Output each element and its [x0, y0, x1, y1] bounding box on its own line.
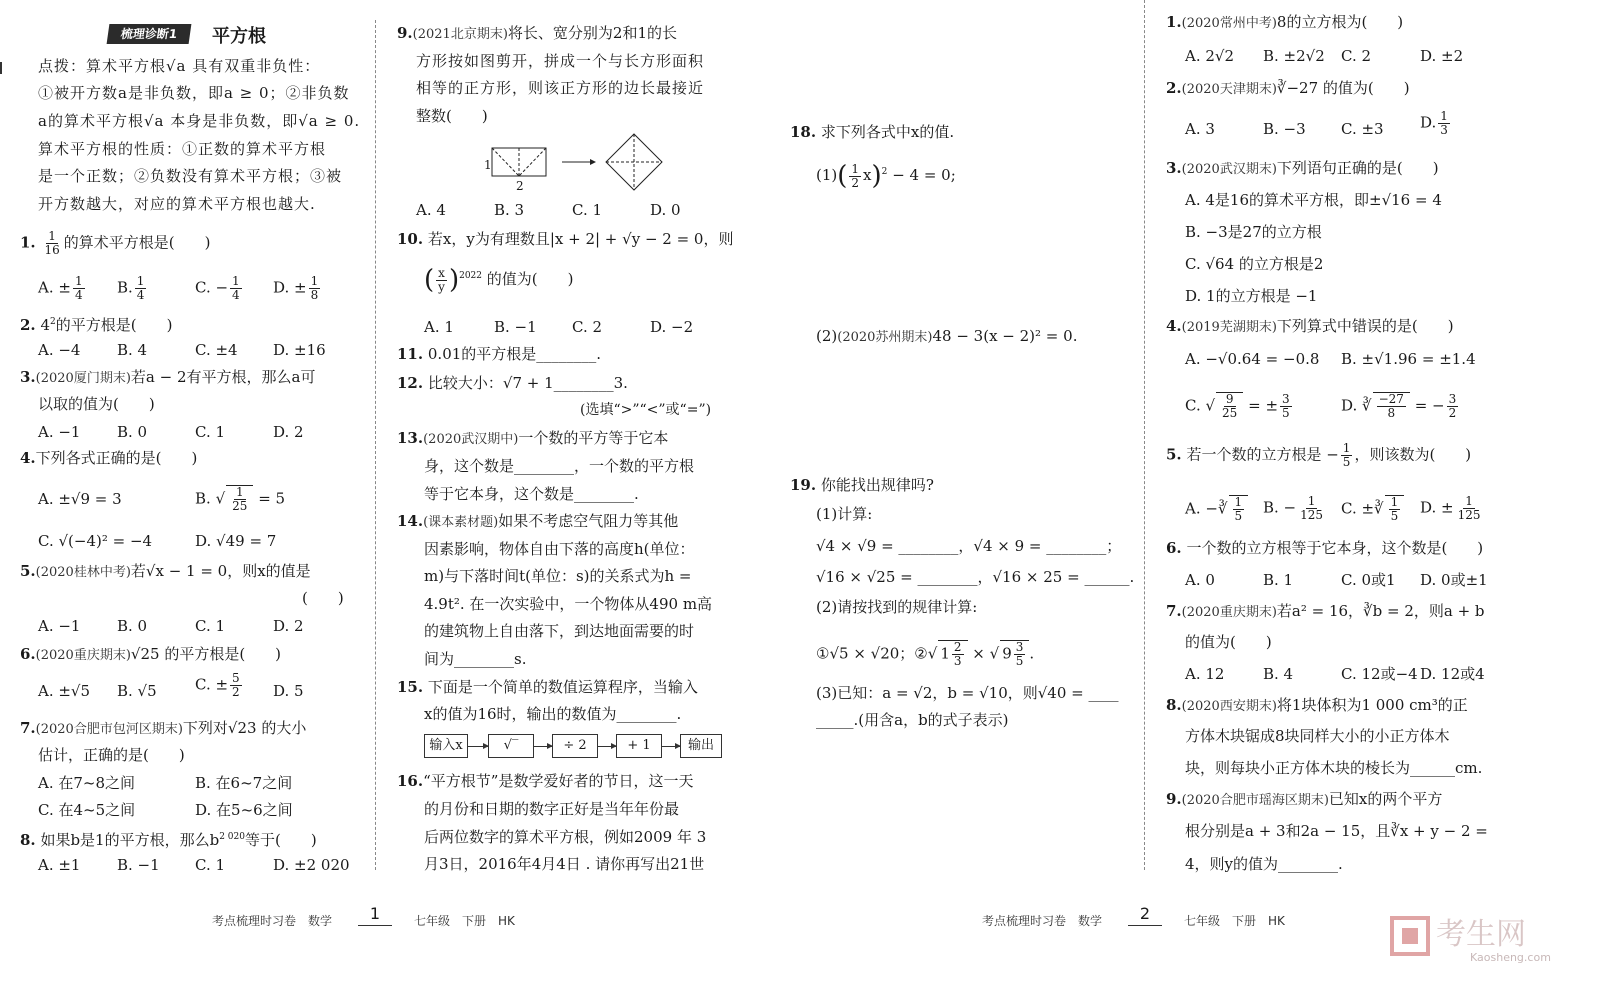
tip-line: ①被开方数a是非负数，即a ≥ 0；②非负数 [38, 84, 350, 102]
option[interactable]: A. 0 [1185, 571, 1215, 589]
question-6: 6.(2020重庆期末)√25 的平方根是( ) [20, 645, 282, 663]
footer-left-grade: 七年级 下册 HK [414, 914, 515, 928]
option[interactable]: C. 1 [195, 617, 226, 635]
tip-line: 点拨：算术平方根√a 具有双重非负性： [38, 57, 321, 75]
option[interactable]: D. 2 [273, 423, 304, 441]
question-16: 16.“平方根节”是数学爱好者的节日，这一天 [397, 772, 694, 790]
tip-line: 是一个正数；②负数没有算术平方根；③被 [38, 167, 343, 185]
option[interactable]: D. ± $\frac{1}{8}$ [273, 274, 319, 302]
option[interactable]: D. 在5~6之间 [195, 801, 293, 819]
question-14-line: 4.9t². 在一次实验中，一个物体从490 m高 [424, 595, 713, 613]
right-question-5: 5. 若一个数的立方根是 − $\frac{1}{5}$ ，则该数为( ) [1166, 441, 1472, 469]
watermark-text: 考生网 [1436, 917, 1526, 952]
tip-line: 开方数越大，对应的算术平方根也越大. [38, 195, 316, 213]
option[interactable]: D. ±16 [273, 341, 326, 359]
option[interactable]: C. 2 [1341, 47, 1372, 65]
option[interactable]: A. −1 [38, 423, 81, 441]
option[interactable]: A. 4是16的算术平方根，即±√16 = 4 [1185, 191, 1442, 209]
question-19-line: (3)已知：a = √2，b = √10，则√40 = ____ [816, 684, 1119, 702]
flow-box-input: 输入x [424, 734, 468, 758]
option[interactable]: A. 在7~8之间 [38, 774, 136, 792]
right-question-8-line: 方体木块锯成8块同样大小的小正方体木 [1185, 727, 1450, 745]
question-14-line: 间为________s. [424, 650, 527, 668]
option[interactable]: B. 0 [117, 423, 148, 441]
option[interactable]: B. √ $\frac{1}{25}$ = 5 [195, 485, 286, 513]
right-question-7: 7.(2020重庆期末)若a² = 16，∛b = 2，则a + b [1166, 602, 1485, 620]
question-19-sub: (2)请按找到的规律计算: [816, 598, 978, 616]
question-5: 5.(2020桂林中考)若√x − 1 = 0，则x的值是 [20, 562, 311, 580]
flow-box-divide: ÷ 2 [552, 734, 598, 758]
option[interactable]: A. ±√5 [38, 682, 91, 700]
question-19-line: √16 × √25 = ________，√16 × 25 = ______. [816, 568, 1135, 586]
question-14-line: 的建筑物上自由落下，到达地面需要的时 [424, 622, 695, 640]
footer-right-grade: 七年级 下册 HK [1184, 914, 1285, 928]
figure-label: 2 [516, 179, 524, 193]
option[interactable]: D. ±2 020 [273, 856, 350, 874]
option[interactable]: D. √49 = 7 [195, 532, 277, 550]
option[interactable]: B. 4 [1263, 665, 1294, 683]
option[interactable]: B. − $\frac{1}{125}$ [1263, 494, 1324, 522]
question-19-line: √4 × √9 = ________，√4 × 9 = ________； [816, 537, 1122, 555]
right-question-9: 9.(2020合肥市瑶海区期末)已知x的两个平方 [1166, 790, 1443, 808]
question-1: 1. $\frac{1}{16}$ 的算术平方根是( ) [20, 229, 211, 257]
option[interactable]: B. −1 [117, 856, 160, 874]
option[interactable]: A. −∛ $\frac{1}{5}$ [1185, 495, 1248, 523]
option[interactable]: B. 0 [117, 617, 148, 635]
option[interactable]: D. −2 [650, 318, 694, 336]
option[interactable]: A. 3 [1185, 120, 1215, 138]
option[interactable]: D. 5 [273, 682, 304, 700]
option[interactable]: B. 4 [117, 341, 148, 359]
question-9-line: 整数( ) [416, 107, 488, 125]
option[interactable]: A. 12 [1185, 665, 1225, 683]
option[interactable]: C. ±3 [1341, 120, 1384, 138]
answer-paren: ( ) [302, 589, 344, 607]
question-3: 3.(2020厦门期末)若a − 2有平方根，那么a可 [20, 368, 316, 386]
margin-tick [0, 62, 2, 74]
option[interactable]: D. $\frac{1}{3}$ [1420, 109, 1448, 137]
option[interactable]: D. ∛ $\frac{-27}{8}$ = − $\frac{3}{2}$ [1341, 392, 1457, 420]
rectangle-to-square-figure [480, 130, 670, 196]
right-question-6: 6. 一个数的立方根等于它本身，这个数是( ) [1166, 539, 1484, 557]
option[interactable]: B. −3 [1263, 120, 1306, 138]
flow-arrow [468, 746, 488, 747]
option[interactable]: D. 12或4 [1420, 665, 1485, 683]
question-16-line: 月3日，2016年4月4日 . 请你再写出21世 [424, 855, 705, 873]
option[interactable]: C. √64 的立方根是2 [1185, 255, 1324, 273]
question-18-part1: (1)( $\frac{1}{2}$ x)$^2$ − 4 = 0; [816, 161, 956, 191]
option[interactable]: C. 1 [195, 856, 226, 874]
watermark-logo [1390, 916, 1430, 960]
flow-box-add: + 1 [616, 734, 662, 758]
option[interactable]: C. 12或−4 [1341, 665, 1418, 683]
question-4: 4.下列各式正确的是( ) [20, 449, 198, 467]
option[interactable]: B. ±2√2 [1263, 47, 1325, 65]
question-10: 10. 若x，y为有理数且|x + 2| + √y − 2 = 0，则 [397, 230, 734, 248]
option[interactable]: B. $\frac{1}{4}$ [117, 274, 145, 302]
question-15: 15. 下面是一个简单的数值运算程序，当输入 [397, 678, 698, 696]
question-2: 2. $4^2$的平方根是( ) [20, 316, 173, 334]
question-11: 11. 0.01的平方根是________. [397, 345, 602, 363]
right-question-8: 8.(2020西安期末)将1块体积为1 000 cm³的正 [1166, 696, 1468, 714]
option[interactable]: C. √ $\frac{9}{25}$ = ± $\frac{3}{5}$ [1185, 392, 1290, 420]
question-7: 7.(2020合肥市包河区期末)下列对√23 的大小 [20, 719, 307, 737]
flow-arrow [662, 746, 680, 747]
question-13-line: 等于它本身，这个数是________. [424, 485, 639, 503]
option[interactable]: C. √(−4)² = −4 [38, 532, 153, 550]
question-12: 12. 比较大小：√7 + 1________3. [397, 374, 628, 392]
right-question-8-line: 块，则每块小正方体木块的棱长为______cm. [1185, 759, 1483, 777]
flow-box-sqrt: √‾ [488, 734, 534, 758]
option[interactable]: B. 在6~7之间 [195, 774, 293, 792]
question-9-line: 相等的正方形，则该正方形的边长最接近 [416, 79, 705, 97]
question-9: 9.(2021北京期末)将长、宽分别为2和1的长 [397, 24, 677, 42]
right-question-1: 1.(2020常州中考)8的立方根为( ) [1166, 13, 1404, 31]
option[interactable]: D. 2 [273, 617, 304, 635]
question-13-line: 身，这个数是________，一个数的平方根 [424, 457, 695, 475]
option[interactable]: B. 1 [1263, 571, 1294, 589]
option[interactable]: D. ±2 [1420, 47, 1464, 65]
option[interactable]: C. 2 [572, 318, 603, 336]
page-number: 1 [358, 904, 392, 926]
question-16-line: 后两位数字的算术平方根，例如2009 年 3 [424, 828, 707, 846]
option[interactable]: B. √5 [117, 682, 157, 700]
option[interactable]: A. ±√9 = 3 [38, 490, 122, 508]
flow-arrow [598, 746, 616, 747]
question-9-line: 方形按如图剪开，拼成一个与长方形面积 [416, 52, 705, 70]
page-number: 2 [1128, 904, 1162, 926]
question-18: 18. 求下列各式中x的值. [790, 123, 955, 141]
question-19-line: ①√5 × √20；②√ 1 $\frac{2}{3}$ × √ 9 $\frac{3}{5}$ . [816, 640, 1035, 668]
option[interactable]: C. ± $\frac{5}{2}$ [195, 671, 240, 699]
option[interactable]: A. 4 [416, 201, 446, 219]
question-19-sub: (1)计算: [816, 505, 873, 523]
option[interactable]: A. −√0.64 = −0.8 [1185, 350, 1320, 368]
footer-left-text: 考点梳理时习卷 数学 [212, 914, 333, 928]
option[interactable]: A. −4 [38, 341, 81, 359]
question-8: 8. 如果b是1的平方根，那么$b^{2 020}$等于( ) [20, 831, 317, 849]
page-title: 平方根 [212, 26, 266, 47]
right-question-3: 3.(2020武汉期末)下列语句正确的是( ) [1166, 159, 1439, 177]
option[interactable]: C. 1 [572, 201, 603, 219]
question-13: 13.(2020武汉期中)一个数的平方等于它本 [397, 429, 669, 447]
right-question-4: 4.(2019芜湖期末)下列算式中错误的是( ) [1166, 317, 1454, 335]
question-18-part2: (2)(2020苏州期末)48 − 3(x − 2)² = 0. [816, 327, 1078, 345]
option[interactable]: D. 0或±1 [1420, 571, 1488, 589]
option[interactable]: C. ±4 [195, 341, 238, 359]
question-7-cont: 估计，正确的是( ) [38, 746, 185, 764]
column-divider-2 [1144, 0, 1145, 870]
option[interactable]: D. 0 [650, 201, 681, 219]
flow-arrow [534, 746, 552, 747]
option[interactable]: D. 1的立方根是 −1 [1185, 287, 1318, 305]
question-16-line: 的月份和日期的数字正好是当年年份最 [424, 800, 680, 818]
figure-label: 1 [484, 158, 492, 172]
right-question-7-cont: 的值为( ) [1185, 633, 1272, 651]
option[interactable]: C. ±∛ $\frac{1}{5}$ [1341, 495, 1404, 523]
watermark-icon [1390, 916, 1430, 956]
question-19: 19. 你能找出规律吗? [790, 476, 934, 494]
question-10-cont: ( $\frac{x}{y}$ )$^{2022}$ 的值为( ) [424, 265, 574, 295]
option[interactable]: B. −1 [494, 318, 537, 336]
right-question-9-line: 根分别是a + 3和2a − 15，且∛x + y − 2 = [1185, 822, 1488, 840]
flow-box-output: 输出 [680, 734, 722, 758]
option[interactable]: C. 0或1 [1341, 571, 1396, 589]
question-15-line: x的值为16时，输出的数值为________. [424, 705, 682, 723]
question-12-hint: (选填“>”“<”或“=”) [580, 402, 712, 418]
footer-right-text: 考点梳理时习卷 数学 [982, 914, 1103, 928]
tip-line: 算术平方根的性质：①正数的算术平方根 [38, 140, 327, 158]
option[interactable]: D. ± $\frac{1}{125}$ [1420, 494, 1481, 522]
question-14-line: 因素影响，物体自由下落的高度h(单位： [424, 540, 695, 558]
option[interactable]: C. − $\frac{1}{4}$ [195, 274, 240, 302]
option[interactable]: C. 1 [195, 423, 226, 441]
tip-line: a的算术平方根√a 本身是非负数，即√a ≥ 0. [38, 112, 361, 130]
option[interactable]: B. ±√1.96 = ±1.4 [1341, 350, 1476, 368]
watermark-url: Kaosheng.com [1470, 951, 1551, 964]
section-badge: 梳理诊断1 [107, 24, 192, 44]
right-question-2: 2.(2020天津期末)∛−27 的值为( ) [1166, 79, 1410, 97]
option[interactable]: B. 3 [494, 201, 525, 219]
option[interactable]: A. ± $\frac{1}{4}$ [38, 274, 83, 302]
option[interactable]: C. 在4~5之间 [38, 801, 136, 819]
option[interactable]: A. 1 [424, 318, 454, 336]
column-divider-1 [375, 20, 376, 870]
question-3-cont: 以取的值为( ) [38, 395, 155, 413]
option[interactable]: A. −1 [38, 617, 81, 635]
question-19-line: _____.(用含a，b的式子表示) [816, 711, 1009, 729]
option[interactable]: A. 2√2 [1185, 47, 1235, 65]
option[interactable]: A. ±1 [38, 856, 81, 874]
question-14-line: m)与下落时间t(单位：s)的关系式为h = [424, 567, 692, 585]
right-question-9-line: 4，则y的值为________. [1185, 855, 1343, 873]
question-14: 14.(课本素材题)如果不考虑空气阻力等其他 [397, 512, 679, 530]
option[interactable]: B. −3是27的立方根 [1185, 223, 1322, 241]
